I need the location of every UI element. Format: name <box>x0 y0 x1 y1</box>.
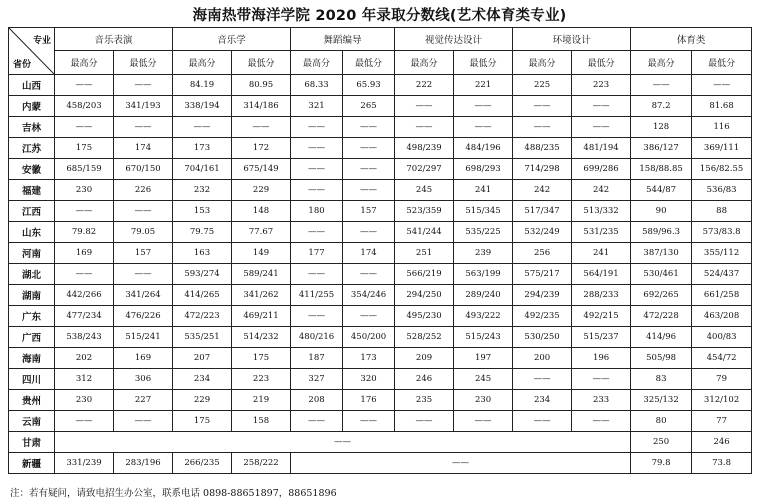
score-cell: 241 <box>572 243 631 264</box>
major-header: 音乐学 <box>173 28 291 51</box>
score-cell: —— <box>513 117 572 138</box>
max-score-header: 最高分 <box>55 51 114 75</box>
province-cell: 广东 <box>9 306 55 327</box>
page-title: 海南热带海洋学院 2020 年录取分数线(艺术体育类专业) <box>192 8 567 24</box>
score-cell: 685/159 <box>55 159 114 180</box>
score-cell: 251 <box>395 243 454 264</box>
score-cell: 234 <box>173 369 232 390</box>
score-cell: 128 <box>631 117 692 138</box>
score-cell: 538/243 <box>55 327 114 348</box>
score-cell: 327 <box>291 369 343 390</box>
province-cell: 贵州 <box>9 390 55 411</box>
score-cell: 458/203 <box>55 96 114 117</box>
major-header: 舞蹈编导 <box>291 28 395 51</box>
score-cell: 174 <box>343 243 395 264</box>
score-cell: 338/194 <box>173 96 232 117</box>
score-cell: 174 <box>114 138 173 159</box>
score-cell: 386/127 <box>631 138 692 159</box>
score-cell: 515/345 <box>454 201 513 222</box>
score-cell: —— <box>395 117 454 138</box>
province-cell: 云南 <box>9 411 55 432</box>
table-row <box>9 264 752 285</box>
score-cell: 306 <box>114 369 173 390</box>
score-cell: —— <box>291 180 343 201</box>
score-cell: 354/246 <box>343 285 395 306</box>
table-row <box>9 159 752 180</box>
score-cell: 222 <box>395 75 454 96</box>
score-cell: 514/232 <box>232 327 291 348</box>
score-cell: 492/215 <box>572 306 631 327</box>
score-cell: 79.8 <box>631 453 692 474</box>
table-row <box>9 75 752 96</box>
score-cell: 158 <box>232 411 291 432</box>
score-cell: 156/82.55 <box>692 159 752 180</box>
score-cell: —— <box>395 411 454 432</box>
province-cell: 吉林 <box>9 117 55 138</box>
score-cell: 495/230 <box>395 306 454 327</box>
score-cell: 250 <box>631 432 692 453</box>
score-cell: 544/87 <box>631 180 692 201</box>
score-cell: 532/249 <box>513 222 572 243</box>
score-cell: 314/186 <box>232 96 291 117</box>
score-cell: 229 <box>173 390 232 411</box>
score-cell: 196 <box>572 348 631 369</box>
score-cell: 528/252 <box>395 327 454 348</box>
score-cell: 88 <box>692 201 752 222</box>
score-cell: —— <box>631 75 692 96</box>
table-row <box>9 180 752 201</box>
province-cell: 安徽 <box>9 159 55 180</box>
score-cell: 180 <box>291 201 343 222</box>
score-cell: 175 <box>232 348 291 369</box>
score-cell: —— <box>343 138 395 159</box>
province-cell: 福建 <box>9 180 55 201</box>
score-cell: —— <box>343 306 395 327</box>
score-cell: 83 <box>631 369 692 390</box>
score-cell: 675/149 <box>232 159 291 180</box>
score-cell: 515/237 <box>572 327 631 348</box>
score-cell: 670/150 <box>114 159 173 180</box>
table-row <box>9 243 752 264</box>
score-cell: 223 <box>572 75 631 96</box>
score-cell: —— <box>291 222 343 243</box>
score-cell: 225 <box>513 75 572 96</box>
score-cell: 714/298 <box>513 159 572 180</box>
major-header: 音乐表演 <box>55 28 173 51</box>
score-cell: 245 <box>395 180 454 201</box>
score-cell: 258/222 <box>232 453 291 474</box>
score-cell: 87.2 <box>631 96 692 117</box>
score-cell: —— <box>343 180 395 201</box>
score-cell: 477/234 <box>55 306 114 327</box>
score-cell: 493/222 <box>454 306 513 327</box>
table-row <box>9 411 752 432</box>
score-cell: —— <box>291 264 343 285</box>
score-cell: 226 <box>114 180 173 201</box>
score-cell: 234 <box>513 390 572 411</box>
score-cell: —— <box>513 369 572 390</box>
score-cell: 523/359 <box>395 201 454 222</box>
score-cell: 239 <box>454 243 513 264</box>
merged-score-cell: —— <box>55 432 631 453</box>
score-cell: —— <box>343 264 395 285</box>
score-cell: —— <box>173 117 232 138</box>
major-header-row <box>9 28 752 51</box>
score-cell: 331/239 <box>55 453 114 474</box>
score-cell: 312/102 <box>692 390 752 411</box>
score-cell: —— <box>291 117 343 138</box>
score-cell: 230 <box>55 180 114 201</box>
province-cell: 新疆 <box>9 453 55 474</box>
score-cell: 294/250 <box>395 285 454 306</box>
corner-major-label: 专业 <box>32 36 51 46</box>
score-cell: 169 <box>55 243 114 264</box>
score-cell: 163 <box>173 243 232 264</box>
score-cell: —— <box>395 96 454 117</box>
score-cell: 704/161 <box>173 159 232 180</box>
min-score-header: 最低分 <box>343 51 395 75</box>
table-row <box>9 96 752 117</box>
score-cell: —— <box>513 96 572 117</box>
score-cell: 246 <box>395 369 454 390</box>
score-cell: 200 <box>513 348 572 369</box>
score-cell: 197 <box>454 348 513 369</box>
province-cell: 江苏 <box>9 138 55 159</box>
score-cell: 593/274 <box>173 264 232 285</box>
score-cell: 116 <box>692 117 752 138</box>
score-cell: —— <box>513 411 572 432</box>
score-cell: 73.8 <box>692 453 752 474</box>
table-row <box>9 201 752 222</box>
max-score-header: 最高分 <box>513 51 572 75</box>
score-cell: 84.19 <box>173 75 232 96</box>
score-cell: 77 <box>692 411 752 432</box>
max-score-header: 最高分 <box>631 51 692 75</box>
province-cell: 内蒙 <box>9 96 55 117</box>
score-cell: 233 <box>572 390 631 411</box>
score-cell: 202 <box>55 348 114 369</box>
table-row <box>9 432 752 453</box>
score-cell: 173 <box>173 138 232 159</box>
score-cell: —— <box>343 117 395 138</box>
score-cell: 325/132 <box>631 390 692 411</box>
score-cell: —— <box>572 369 631 390</box>
score-cell: 454/72 <box>692 348 752 369</box>
score-cell: 283/196 <box>114 453 173 474</box>
score-cell: 530/250 <box>513 327 572 348</box>
score-cell: —— <box>291 411 343 432</box>
score-cell: —— <box>114 117 173 138</box>
table-row <box>9 285 752 306</box>
score-cell: 535/251 <box>173 327 232 348</box>
province-cell: 四川 <box>9 369 55 390</box>
min-score-header: 最低分 <box>114 51 173 75</box>
score-cell: 541/244 <box>395 222 454 243</box>
score-cell: 65.93 <box>343 75 395 96</box>
score-cell: 505/98 <box>631 348 692 369</box>
score-cell: 469/211 <box>232 306 291 327</box>
major-header: 视觉传达设计 <box>395 28 513 51</box>
score-cell: 400/83 <box>692 327 752 348</box>
min-score-header: 最低分 <box>232 51 291 75</box>
score-cell: 173 <box>343 348 395 369</box>
score-cell: —— <box>343 411 395 432</box>
score-cell: 158/88.85 <box>631 159 692 180</box>
score-cell: 157 <box>343 201 395 222</box>
table-row <box>9 327 752 348</box>
score-cell: 321 <box>291 96 343 117</box>
score-cell: 172 <box>232 138 291 159</box>
province-cell: 河南 <box>9 243 55 264</box>
score-cell: 515/241 <box>114 327 173 348</box>
score-cell: 241 <box>454 180 513 201</box>
max-score-header: 最高分 <box>395 51 454 75</box>
table-row <box>9 117 752 138</box>
score-cell: 227 <box>114 390 173 411</box>
score-cell: 564/191 <box>572 264 631 285</box>
score-cell: 230 <box>55 390 114 411</box>
score-cell: 149 <box>232 243 291 264</box>
score-cell: —— <box>114 75 173 96</box>
score-cell: 498/239 <box>395 138 454 159</box>
score-cell: 575/217 <box>513 264 572 285</box>
score-cell: —— <box>55 201 114 222</box>
score-cell: —— <box>343 222 395 243</box>
score-cell: 472/228 <box>631 306 692 327</box>
score-cell: 320 <box>343 369 395 390</box>
score-cell: 148 <box>232 201 291 222</box>
min-score-header: 最低分 <box>572 51 631 75</box>
score-cell: 387/130 <box>631 243 692 264</box>
score-cell: 229 <box>232 180 291 201</box>
province-cell: 湖南 <box>9 285 55 306</box>
score-cell: 476/226 <box>114 306 173 327</box>
score-cell: —— <box>55 411 114 432</box>
score-cell: —— <box>454 117 513 138</box>
contact-note: 注：若有疑问，请致电招生办公室，联系电话 0898-88651897，88651896 <box>10 488 337 499</box>
score-cell: —— <box>291 138 343 159</box>
score-cell: 177 <box>291 243 343 264</box>
score-cell: —— <box>114 201 173 222</box>
province-cell: 广西 <box>9 327 55 348</box>
score-cell: 90 <box>631 201 692 222</box>
score-cell: 341/264 <box>114 285 173 306</box>
score-cell: 79.82 <box>55 222 114 243</box>
score-cell: 369/111 <box>692 138 752 159</box>
score-cell: 481/194 <box>572 138 631 159</box>
score-cell: 515/243 <box>454 327 513 348</box>
score-cell: 492/235 <box>513 306 572 327</box>
score-cell: 77.67 <box>232 222 291 243</box>
score-cell: 488/235 <box>513 138 572 159</box>
score-cell: 341/193 <box>114 96 173 117</box>
province-cell: 山西 <box>9 75 55 96</box>
table-row <box>9 348 752 369</box>
score-cell: 531/235 <box>572 222 631 243</box>
province-cell: 甘肃 <box>9 432 55 453</box>
score-cell: 563/199 <box>454 264 513 285</box>
score-cell: 536/83 <box>692 180 752 201</box>
score-cell: 175 <box>55 138 114 159</box>
table-row <box>9 222 752 243</box>
corner-cell <box>9 28 55 75</box>
score-cell: 81.68 <box>692 96 752 117</box>
major-header: 体育类 <box>631 28 752 51</box>
score-cell: 450/200 <box>343 327 395 348</box>
score-cell: 414/265 <box>173 285 232 306</box>
score-cell: —— <box>114 411 173 432</box>
score-cell: 221 <box>454 75 513 96</box>
score-cell: —— <box>55 75 114 96</box>
sub-header-row <box>9 51 752 75</box>
score-cell: 175 <box>173 411 232 432</box>
score-cell: 573/83.8 <box>692 222 752 243</box>
score-cell: 288/233 <box>572 285 631 306</box>
score-cell: 699/286 <box>572 159 631 180</box>
score-cell: —— <box>291 306 343 327</box>
score-cell: —— <box>291 159 343 180</box>
score-cell: 245 <box>454 369 513 390</box>
merged-score-cell: —— <box>291 453 631 474</box>
score-cell: 289/240 <box>454 285 513 306</box>
score-cell: 472/223 <box>173 306 232 327</box>
score-cell: 442/266 <box>55 285 114 306</box>
score-cell: 242 <box>513 180 572 201</box>
max-score-header: 最高分 <box>291 51 343 75</box>
score-cell: 589/241 <box>232 264 291 285</box>
score-cell: 209 <box>395 348 454 369</box>
max-score-header: 最高分 <box>173 51 232 75</box>
table-row <box>9 306 752 327</box>
score-cell: 265 <box>343 96 395 117</box>
min-score-header: 最低分 <box>454 51 513 75</box>
score-cell: 68.33 <box>291 75 343 96</box>
score-cell: 223 <box>232 369 291 390</box>
table-row <box>9 138 752 159</box>
score-cell: 207 <box>173 348 232 369</box>
score-cell: —— <box>572 96 631 117</box>
score-cell: 661/258 <box>692 285 752 306</box>
score-cell: 230 <box>454 390 513 411</box>
score-cell: 341/262 <box>232 285 291 306</box>
score-cell: 80.95 <box>232 75 291 96</box>
province-cell: 湖北 <box>9 264 55 285</box>
score-cell: 355/112 <box>692 243 752 264</box>
score-cell: —— <box>55 117 114 138</box>
score-cell: 414/96 <box>631 327 692 348</box>
score-cell: 535/225 <box>454 222 513 243</box>
score-cell: 79.05 <box>114 222 173 243</box>
score-cell: —— <box>343 159 395 180</box>
province-cell: 山东 <box>9 222 55 243</box>
score-cell: 566/219 <box>395 264 454 285</box>
score-cell: 312 <box>55 369 114 390</box>
corner-province-label: 省份 <box>13 60 32 70</box>
score-cell: —— <box>454 411 513 432</box>
score-cell: 411/255 <box>291 285 343 306</box>
score-cell: 242 <box>572 180 631 201</box>
score-cell: 79.75 <box>173 222 232 243</box>
score-cell: 256 <box>513 243 572 264</box>
score-cell: 153 <box>173 201 232 222</box>
province-cell: 海南 <box>9 348 55 369</box>
score-cell: 513/332 <box>572 201 631 222</box>
score-cell: 484/196 <box>454 138 513 159</box>
table-row <box>9 369 752 390</box>
score-cell: 589/96.3 <box>631 222 692 243</box>
score-cell: 176 <box>343 390 395 411</box>
score-cell: 219 <box>232 390 291 411</box>
score-cell: 530/461 <box>631 264 692 285</box>
score-cell: 692/265 <box>631 285 692 306</box>
score-cell: 157 <box>114 243 173 264</box>
score-cell: 266/235 <box>173 453 232 474</box>
score-cell: 169 <box>114 348 173 369</box>
score-cell: 463/208 <box>692 306 752 327</box>
score-cell: 698/293 <box>454 159 513 180</box>
score-cell: —— <box>114 264 173 285</box>
score-cell: 232 <box>173 180 232 201</box>
province-cell: 江西 <box>9 201 55 222</box>
score-cell: —— <box>55 264 114 285</box>
score-cell: —— <box>572 117 631 138</box>
score-cell: —— <box>692 75 752 96</box>
score-cell: 702/297 <box>395 159 454 180</box>
score-cell: —— <box>572 411 631 432</box>
major-header: 环境设计 <box>513 28 631 51</box>
score-cell: 294/239 <box>513 285 572 306</box>
score-cell: —— <box>232 117 291 138</box>
score-cell: 480/216 <box>291 327 343 348</box>
score-cell: 517/347 <box>513 201 572 222</box>
min-score-header: 最低分 <box>692 51 752 75</box>
score-cell: 80 <box>631 411 692 432</box>
table-row <box>9 390 752 411</box>
score-cell: 524/437 <box>692 264 752 285</box>
score-cell: 246 <box>692 432 752 453</box>
score-cell: 235 <box>395 390 454 411</box>
score-cell: 208 <box>291 390 343 411</box>
score-cell: 79 <box>692 369 752 390</box>
score-cell: 187 <box>291 348 343 369</box>
score-cell: —— <box>454 96 513 117</box>
table-row <box>9 453 752 474</box>
score-table <box>8 27 752 474</box>
